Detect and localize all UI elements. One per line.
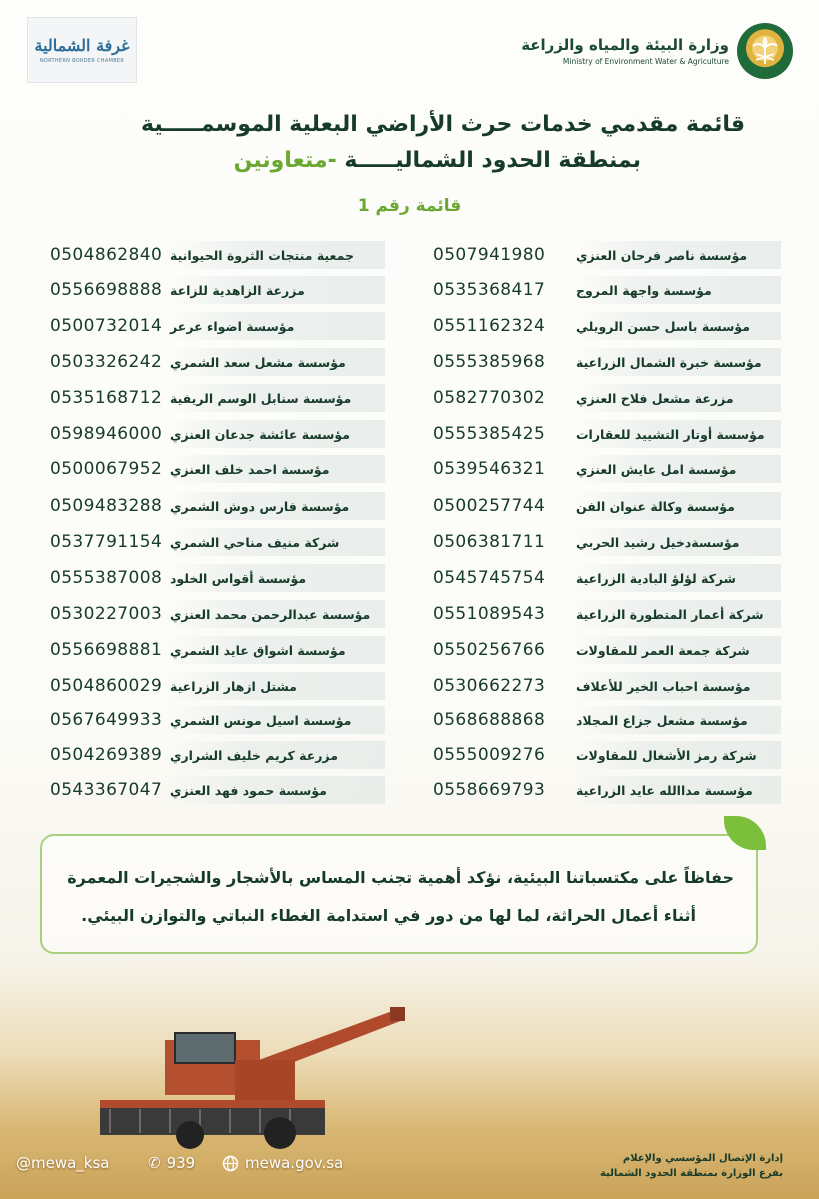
chamber-logo [27,17,137,83]
provider-name: مؤسسة عبدالرحمن محمد العنزي [170,600,385,628]
table-row [0,420,819,448]
provider-phone: 0507941980 [433,245,546,265]
notice-line-1: حفاظاً على مكتسباتنا البيئية، نؤكد أهمية تجنب المساس بالأشجار والشجيرات المعمرة [67,868,734,887]
provider-phone: 0500732014 [50,316,163,336]
table-row [0,600,819,628]
provider-name: مؤسسة عائشة جدعان العنزي [170,420,385,448]
provider-phone: 0551089543 [433,604,546,624]
provider-phone: 0555387008 [50,568,163,588]
ministry-logo [521,20,793,82]
provider-name: مؤسسة أوتار التشييد للعقارات [576,420,781,448]
provider-name: شركة جمعة العمر للمقاولات [576,636,781,664]
provider-name: مؤسسة احباب الخير للأعلاف [576,672,781,700]
provider-phone: 0568688868 [433,710,546,730]
provider-name: مؤسسة مشعل سعد الشمري [170,348,385,376]
provider-phone: 0509483288 [50,496,163,516]
provider-phone: 0530662273 [433,676,546,696]
provider-phone: 0530227003 [50,604,163,624]
twitter-link[interactable] [16,1154,110,1172]
provider-name: مشتل ازهار الزراعية [170,672,385,700]
table-row [0,492,819,520]
table-row [0,672,819,700]
table-row [0,384,819,412]
palm-emblem-icon [737,23,793,79]
notice-box [40,834,758,954]
provider-name: مؤسسة حمود فهد العنزي [170,776,385,804]
provider-name: مؤسسة اسيل مونس الشمري [170,706,385,734]
provider-name: مؤسسة اضواء عرعر [170,312,385,340]
department-signature [600,1151,783,1181]
provider-name: مؤسسة مداالله عايد الزراعية [576,776,781,804]
provider-name: مزرعة مشعل فلاح العنزي [576,384,781,412]
provider-name: مؤسسة فارس دوش الشمري [170,492,385,520]
ministry-name-ar: وزارة البيئة والمياه والزراعة [521,36,729,54]
provider-phone: 0504860029 [50,676,163,696]
provider-name: شركة أعمار المتطورة الزراعية [576,600,781,628]
provider-phone: 0506381711 [433,532,546,552]
provider-phone: 0545745754 [433,568,546,588]
provider-phone: 0556698888 [50,280,163,300]
website-url: mewa.gov.sa [245,1154,344,1172]
provider-name: مؤسسةدخيل رشيد الحربي [576,528,781,556]
table-row [0,528,819,556]
provider-phone: 0551162324 [433,316,546,336]
provider-phone: 0500257744 [433,496,546,516]
page-title: قائمة مقدمي خدمات حرث الأراضي البعلية الموسمـــــية [140,112,745,137]
provider-phone: 0500067952 [50,459,163,479]
provider-phone: 0555385425 [433,424,546,444]
provider-name: مزرعة كريم خليف الشراري [170,741,385,769]
department-line-2: بفرع الوزارة بمنطقة الحدود الشمالية [599,1168,783,1179]
table-row [0,455,819,483]
provider-name: مؤسسة سنابل الوسم الريفية [170,384,385,412]
provider-name: جمعية منتجات الثروة الحيوانية [170,241,385,269]
provider-name: مؤسسة اشواق عايد الشمري [170,636,385,664]
table-row [0,741,819,769]
provider-phone: 0504862840 [50,245,163,265]
provider-name: مزرعة الزاهدية للزاعة [170,276,385,304]
ministry-name-en: Ministry of Environment Water & Agriculture [562,57,729,66]
phone-icon: ✆ [148,1154,161,1172]
provider-phone: 0555009276 [433,745,546,765]
provider-name: مؤسسة احمد خلف العنزي [170,455,385,483]
provider-phone: 0537791154 [50,532,163,552]
provider-name: مؤسسة باسل حسن الرويلي [576,312,781,340]
phone-number: 939 [166,1154,196,1172]
provider-name: مؤسسة ناصر فرحان العنزي [576,241,781,269]
chamber-logo-text: غرفة الشمالية [34,36,130,55]
provider-name: شركة منيف مناحي الشمري [170,528,385,556]
website-link[interactable] [222,1154,343,1172]
table-row [0,241,819,269]
provider-name: شركة رمز الأشغال للمقاولات [576,741,781,769]
notice-line-2: أثناء أعمال الحراثة، لما لها من دور في استدامة الغطاء النباتي والتوازن البيئي. [81,906,696,925]
provider-phone: 0543367047 [50,780,163,800]
provider-phone: 0535168712 [50,388,163,408]
provider-phone: 0504269389 [50,745,163,765]
provider-phone: 0550256766 [433,640,546,660]
combine-harvester-image [95,1005,415,1155]
provider-name: مؤسسة وكالة عنوان الفن [576,492,781,520]
chamber-logo-en: NORTHERN BORDER CHAMBER [39,58,125,64]
provider-name: مؤسسة واجهة المروج [576,276,781,304]
provider-name: مؤسسة خبرة الشمال الزراعية [576,348,781,376]
table-row [0,706,819,734]
globe-icon [222,1155,239,1172]
subtitle-cooperators: -متعاونين [233,148,337,173]
department-line-1: إدارة الإتصال المؤسسي والإعلام [622,1153,783,1164]
footer [0,1148,819,1199]
twitter-handle: @mewa_ksa [16,1154,110,1172]
provider-phone: 0598946000 [50,424,163,444]
provider-phone: 0539546321 [433,459,546,479]
provider-name: شركة لؤلؤ البادية الزراعية [576,564,781,592]
provider-phone: 0535368417 [433,280,546,300]
table-row [0,636,819,664]
provider-phone: 0582770302 [433,388,546,408]
table-row [0,276,819,304]
table-row [0,776,819,804]
subtitle-region: بمنطقة الحدود الشماليـــــة [336,148,641,173]
page-subtitle [60,148,641,173]
provider-phone: 0555385968 [433,352,546,372]
provider-name: مؤسسة أقواس الخلود [170,564,385,592]
phone-link[interactable] [148,1154,195,1172]
table-row [0,348,819,376]
table-row [0,564,819,592]
provider-name: مؤسسة مشعل جزاع المجلاد [576,706,781,734]
provider-phone: 0503326242 [50,352,163,372]
provider-phone: 0567649933 [50,710,163,730]
provider-phone: 0558669793 [433,780,546,800]
provider-name: مؤسسة امل عايش العنزي [576,455,781,483]
provider-phone: 0556698881 [50,640,163,660]
table-row [0,312,819,340]
list-number: قائمة رقم 1 [357,196,462,216]
leaf-icon [724,816,766,850]
